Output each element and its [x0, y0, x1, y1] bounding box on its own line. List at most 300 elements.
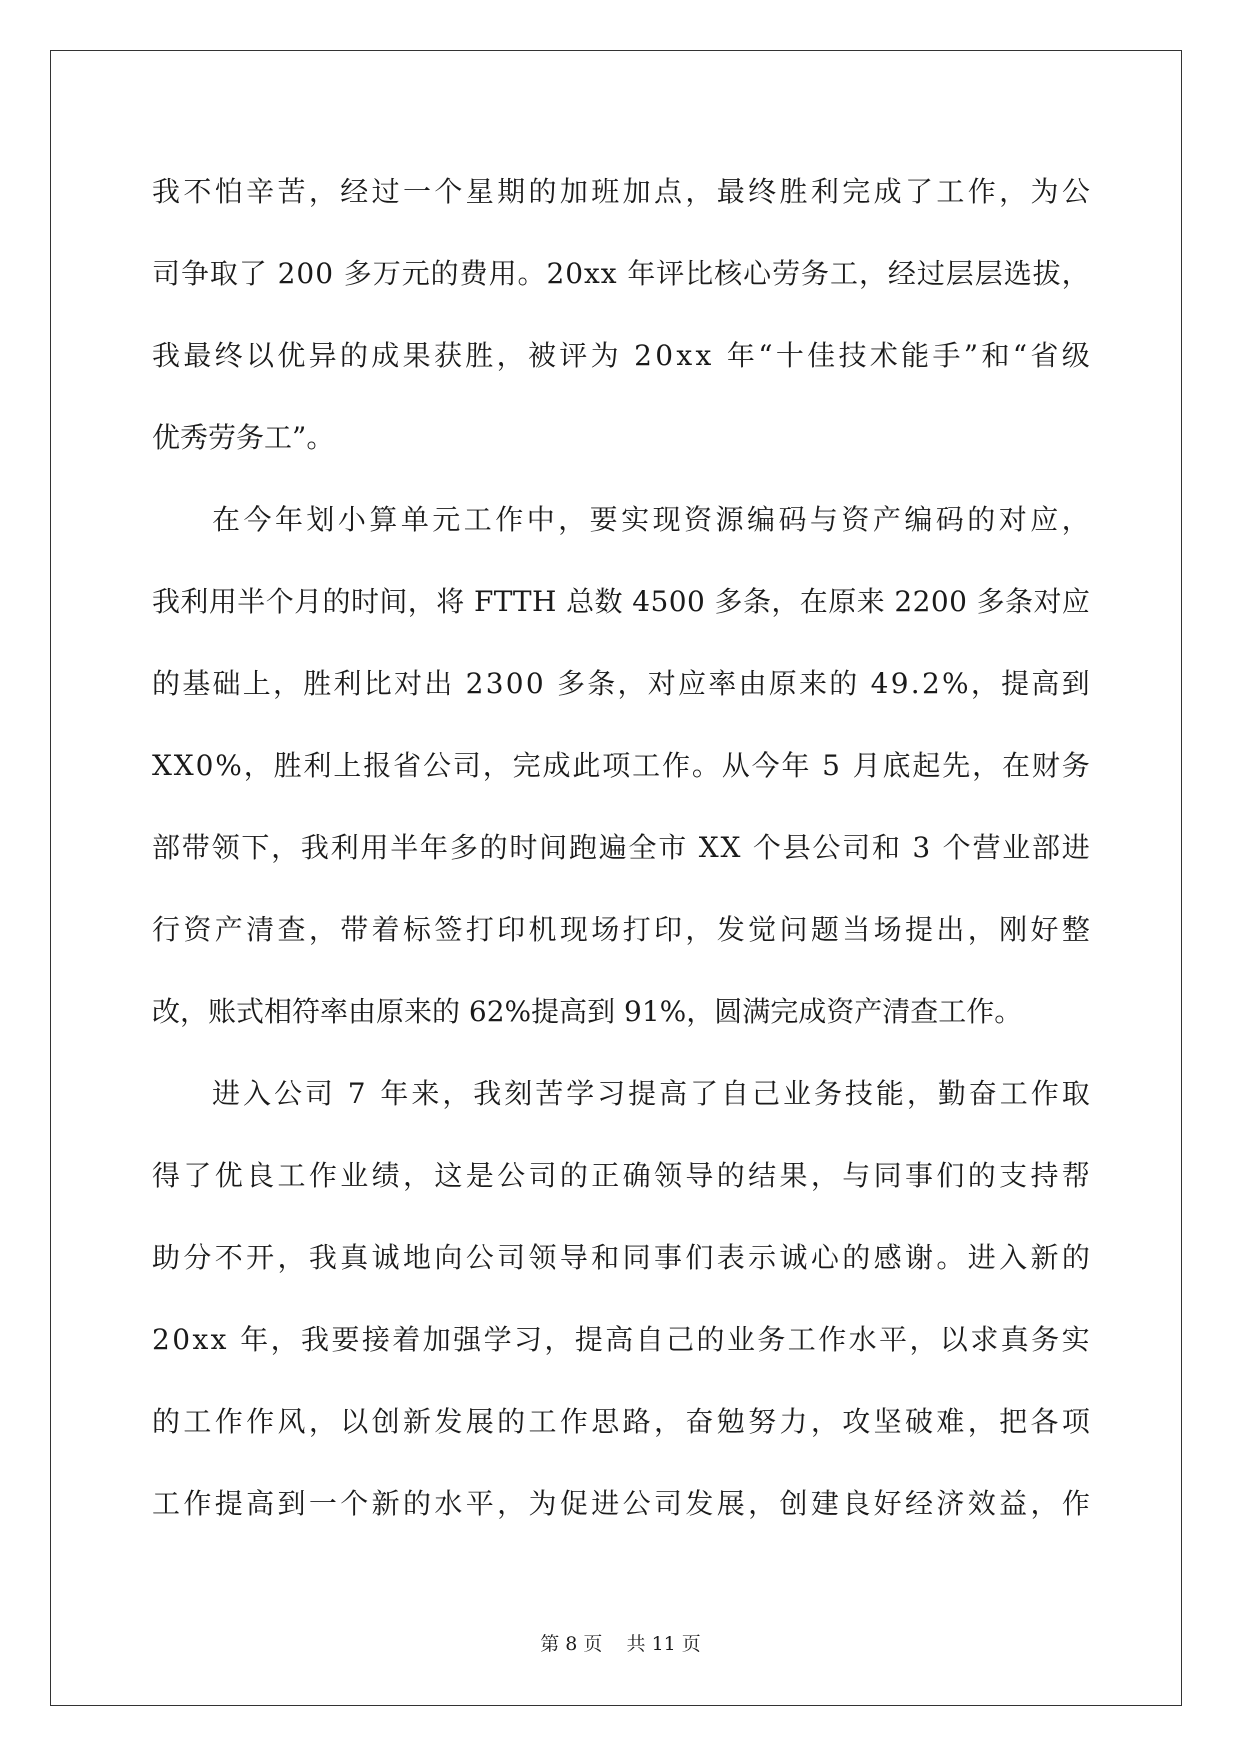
text-char — [557, 568, 566, 650]
text-char: 促 — [559, 1487, 588, 1520]
text-char: ， — [243, 749, 272, 782]
text-char: 被 — [527, 339, 556, 372]
text-char: ， — [442, 1077, 471, 1110]
text-char: 进 — [591, 1487, 620, 1520]
text-char: 力 — [779, 1405, 808, 1438]
text-char: 是 — [465, 1159, 494, 1192]
text-char: 现 — [652, 503, 681, 536]
text-char: ， — [308, 1405, 337, 1438]
text-line — [152, 486, 1090, 568]
text-char — [932, 814, 941, 896]
text-char — [902, 814, 911, 896]
text-char: 础 — [212, 667, 241, 700]
text-char: 高 — [246, 1487, 275, 1520]
text-char: 和 — [871, 831, 900, 864]
text-char: 层 — [945, 257, 974, 290]
text-char: % — [942, 667, 969, 700]
text-char: 发 — [434, 1405, 463, 1438]
text-char: 果 — [779, 1159, 808, 1192]
text-char: 到 — [277, 1487, 306, 1520]
text-char: 时 — [509, 831, 538, 864]
text-char: 作 — [246, 1405, 275, 1438]
text-char: 诚 — [371, 1241, 400, 1274]
text-char: 上 — [242, 667, 271, 700]
text-char: 个 — [340, 1487, 369, 1520]
text-char: 高 — [1031, 667, 1060, 700]
text-char: 班 — [591, 175, 620, 208]
text-char: 争 — [180, 257, 209, 290]
text-char: 应 — [1030, 503, 1059, 536]
text-char: X — [152, 749, 172, 782]
text-char: 在 — [1001, 749, 1030, 782]
text-char: 思 — [591, 1405, 620, 1438]
text-char — [860, 650, 869, 732]
text-char: 。 — [936, 1241, 965, 1274]
text-char: 发 — [685, 1487, 714, 1520]
text-char: ， — [771, 585, 800, 618]
document-body — [152, 158, 1090, 1552]
text-char: 对 — [998, 503, 1027, 536]
text-char: 提 — [574, 1323, 603, 1356]
text-char: 真 — [340, 1241, 369, 1274]
text-char: x — [695, 339, 712, 372]
text-char: 原 — [768, 667, 797, 700]
text-char: 导 — [685, 1159, 714, 1192]
text-char: 营 — [972, 831, 1001, 864]
text-char: ， — [810, 1159, 839, 1192]
text-char: 年 — [240, 1323, 269, 1356]
text-char: 对 — [1033, 585, 1062, 618]
text-line — [152, 1306, 1090, 1388]
text-char: 率 — [708, 667, 737, 700]
text-char: 作 — [308, 1159, 337, 1192]
text-char: 产 — [872, 503, 901, 536]
text-line: 改，账式相符率由原来的 62%提高到 91%，圆满完成资产清查工作。 — [152, 995, 1023, 1028]
text-char — [369, 1060, 378, 1142]
text-char: X — [173, 749, 194, 782]
text-line — [152, 1470, 1090, 1552]
text-char: 高 — [605, 1323, 634, 1356]
text-char: 奋 — [968, 1077, 997, 1110]
text-char: 比 — [363, 667, 392, 700]
text-char: ， — [685, 175, 714, 208]
text-char: 帮 — [1061, 1159, 1090, 1192]
text-char: 与 — [842, 1159, 871, 1192]
text-char: 0 — [930, 585, 949, 618]
text-char: 务 — [813, 1077, 842, 1110]
text-char: 多 — [343, 257, 372, 290]
text-char: 佳 — [807, 339, 836, 372]
text-char: 项 — [1061, 1405, 1090, 1438]
text-char: 求 — [970, 1323, 999, 1356]
text-char: 司 — [452, 749, 481, 782]
text-char: 标 — [403, 913, 432, 946]
text-char: 。 — [517, 257, 546, 290]
text-char: 在 — [799, 585, 828, 618]
text-line — [152, 1060, 1090, 1142]
text-char: 资 — [684, 503, 713, 536]
text-char: 从 — [721, 749, 750, 782]
text-char: 司 — [842, 831, 871, 864]
text-char: 多 — [557, 667, 586, 700]
text-char: 源 — [715, 503, 744, 536]
text-char: 来 — [799, 667, 828, 700]
text-char: 业 — [726, 1323, 755, 1356]
text-char — [455, 650, 464, 732]
text-char: 接 — [361, 1323, 390, 1356]
text-char: 县 — [782, 831, 811, 864]
text-char — [811, 732, 820, 814]
text-char: 小 — [337, 503, 366, 536]
text-char: 着 — [371, 913, 400, 946]
text-char: 总 — [566, 585, 595, 618]
text-char: 优 — [214, 1159, 243, 1192]
text-char: 题 — [810, 913, 839, 946]
text-char: 们 — [936, 1159, 965, 1192]
text-char: 条 — [587, 667, 616, 700]
text-char: 个 — [265, 585, 294, 618]
text-char — [688, 814, 697, 896]
text-char: 工 — [999, 1077, 1028, 1110]
text-char: 经 — [887, 257, 916, 290]
text-char: 报 — [363, 749, 392, 782]
text-char: 0 — [686, 585, 705, 618]
text-char: 利 — [180, 585, 209, 618]
text-char: 3 — [485, 667, 504, 700]
text-char: 为 — [590, 339, 619, 372]
text-char: 基 — [182, 667, 211, 700]
text-char: 的 — [559, 1159, 588, 1192]
text-char: 结 — [748, 1159, 777, 1192]
text-char: 司 — [152, 257, 181, 290]
text-char: 良 — [842, 1487, 871, 1520]
text-char: 司 — [497, 1241, 526, 1274]
text-char: 2 — [894, 585, 913, 618]
text-char: 的 — [528, 175, 557, 208]
text-char: 工 — [936, 175, 965, 208]
text-char: F — [473, 585, 494, 618]
text-char: 不 — [183, 175, 212, 208]
text-char: 印 — [654, 913, 683, 946]
text-char: 难 — [936, 1405, 965, 1438]
text-char: 司 — [528, 1159, 557, 1192]
text-char: ， — [497, 1487, 526, 1520]
text-char — [617, 240, 626, 322]
text-char: 进 — [212, 1077, 241, 1110]
text-char: 了 — [690, 1077, 719, 1110]
text-char: 的 — [842, 1241, 871, 1274]
text-char — [842, 732, 851, 814]
text-char: 异 — [308, 339, 337, 372]
text-char: 在 — [212, 503, 241, 536]
text-char: 签 — [434, 913, 463, 946]
text-char — [546, 650, 555, 732]
text-char: 怕 — [214, 175, 243, 208]
text-char: 刚 — [999, 913, 1028, 946]
text-char: 业 — [1002, 831, 1031, 864]
text-char: 风 — [277, 1405, 306, 1438]
text-char: 工 — [787, 1323, 816, 1356]
text-char: 问 — [779, 913, 808, 946]
text-char: 新 — [403, 1405, 432, 1438]
text-char: ， — [972, 749, 1001, 782]
text-char: 习 — [513, 1323, 542, 1356]
text-char: ， — [748, 1487, 777, 1520]
text-char: x — [676, 339, 693, 372]
text-char: 间 — [539, 831, 568, 864]
text-char: 了 — [183, 1159, 212, 1192]
text-char: 今 — [751, 749, 780, 782]
text-char: 展 — [465, 1405, 494, 1438]
text-char: 加 — [559, 175, 588, 208]
text-char: 导 — [559, 1241, 588, 1274]
text-char: 加 — [422, 1323, 451, 1356]
text-char: 我 — [152, 175, 181, 208]
text-char: 个 — [942, 831, 971, 864]
text-char: 提 — [214, 1487, 243, 1520]
text-char: 提 — [1001, 667, 1030, 700]
text-char: 新 — [371, 1487, 400, 1520]
text-char: 绩 — [371, 1159, 400, 1192]
text-char: 的 — [479, 831, 508, 864]
text-char: 示 — [748, 1241, 777, 1274]
text-char: 效 — [967, 1487, 996, 1520]
text-char: 勤 — [937, 1077, 966, 1110]
text-char: 益 — [999, 1487, 1028, 1520]
text-char: 2 — [277, 257, 296, 290]
text-char: x — [600, 257, 617, 290]
text-char: 各 — [1030, 1405, 1059, 1438]
text-char — [336, 1060, 345, 1142]
text-char: 苦 — [535, 1077, 564, 1110]
text-char: 底 — [882, 749, 911, 782]
text-char: 公 — [1061, 175, 1090, 208]
text-char: 项 — [602, 749, 631, 782]
text-char: 提 — [628, 1077, 657, 1110]
text-char: 能 — [901, 339, 930, 372]
text-char: 带 — [181, 831, 210, 864]
text-char: ， — [909, 1323, 938, 1356]
text-char: 以 — [939, 1323, 968, 1356]
text-char: 的 — [497, 1405, 526, 1438]
text-char: ， — [858, 257, 887, 290]
text-char: 4 — [632, 585, 651, 618]
text-line — [152, 1388, 1090, 1470]
text-char: 谢 — [905, 1241, 934, 1274]
text-char: 多 — [449, 831, 478, 864]
text-char: 4 — [870, 667, 889, 700]
text-char: 平 — [879, 1323, 908, 1356]
text-char: 要 — [331, 1323, 360, 1356]
text-char: T — [512, 585, 532, 618]
text-char: x — [584, 257, 600, 290]
text-char — [465, 568, 474, 650]
text-char: 一 — [308, 1487, 337, 1520]
text-char: 最 — [716, 175, 745, 208]
text-char: 0 — [949, 585, 967, 618]
text-char: 出 — [936, 913, 965, 946]
text-char: 最 — [183, 339, 212, 372]
text-char: 来 — [411, 1077, 440, 1110]
text-char: 务 — [1061, 749, 1090, 782]
text-char: 2 — [465, 667, 484, 700]
text-char: 工 — [632, 749, 661, 782]
text-line — [152, 568, 1090, 650]
text-char: 实 — [1061, 1323, 1090, 1356]
text-char: 场 — [873, 913, 902, 946]
text-char: 心 — [810, 1241, 839, 1274]
text-char: ， — [271, 831, 300, 864]
text-char: 5 — [650, 585, 669, 618]
text-char: 整 — [1061, 913, 1090, 946]
text-char: 个 — [752, 831, 781, 864]
text-char: ， — [999, 175, 1028, 208]
text-char: 带 — [340, 913, 369, 946]
text-char: 条 — [1005, 585, 1034, 618]
text-char: 机 — [528, 913, 557, 946]
text-char: 对 — [394, 667, 423, 700]
page-number: 第 8 页 共 11 页 — [540, 1633, 701, 1655]
text-char: 作 — [1030, 1077, 1059, 1110]
text-char: 劳 — [772, 257, 801, 290]
text-char: 的 — [716, 1159, 745, 1192]
text-char: 部 — [1032, 831, 1061, 864]
text-char: 这 — [434, 1159, 463, 1192]
text-char: 的 — [403, 1487, 432, 1520]
text-char: ， — [654, 1405, 683, 1438]
text-char: 领 — [654, 1159, 683, 1192]
text-char: ， — [496, 339, 525, 372]
text-char: 我 — [473, 1077, 502, 1110]
text-char: 作 — [967, 175, 996, 208]
text-char: 拔 — [1032, 257, 1061, 290]
text-char: 创 — [371, 1405, 400, 1438]
text-line — [152, 240, 1090, 322]
text-char: x — [210, 1323, 227, 1356]
text-char: 和 — [591, 1241, 620, 1274]
text-char: 高 — [659, 1077, 688, 1110]
text-char: 0 — [668, 585, 687, 618]
text-char: 了 — [238, 257, 267, 290]
text-char: 把 — [999, 1405, 1028, 1438]
text-char: 务 — [1031, 1323, 1060, 1356]
text-char: 今 — [243, 503, 272, 536]
text-char: 奋 — [685, 1405, 714, 1438]
text-char: 中 — [526, 503, 555, 536]
text-char: 省 — [1030, 339, 1059, 372]
text-char: 。 — [691, 749, 720, 782]
text-char: 单 — [400, 503, 429, 536]
text-char: 资 — [841, 503, 870, 536]
text-char: 费 — [459, 257, 488, 290]
text-char: 与 — [809, 503, 838, 536]
text-char: 先 — [942, 749, 971, 782]
text-char: 地 — [403, 1241, 432, 1274]
text-char: 我 — [152, 585, 181, 618]
text-char: 刻 — [504, 1077, 533, 1110]
text-char: 终 — [748, 175, 777, 208]
text-char: 勉 — [716, 1405, 745, 1438]
text-char: 不 — [214, 1241, 243, 1274]
text-char: 5 — [822, 749, 840, 782]
text-char: 跑 — [568, 831, 597, 864]
text-char: 月 — [294, 585, 323, 618]
text-char: 进 — [967, 1241, 996, 1274]
text-char: 胜 — [779, 175, 808, 208]
text-char: H — [531, 585, 557, 618]
text-char: ， — [967, 913, 996, 946]
text-char: 公 — [465, 1241, 494, 1274]
text-char: 公 — [423, 749, 452, 782]
text-char: 全 — [628, 831, 657, 864]
text-char: 的 — [1061, 1241, 1090, 1274]
text-char: 作 — [559, 1405, 588, 1438]
text-char: 着 — [392, 1323, 421, 1356]
text-line — [152, 158, 1090, 240]
text-char: 0 — [296, 257, 315, 290]
text-char: 完 — [842, 175, 871, 208]
text-char: 产 — [214, 913, 243, 946]
text-char: 提 — [905, 913, 934, 946]
text-char: 9 — [890, 667, 909, 700]
text-char: 终 — [214, 339, 243, 372]
text-char: 时 — [350, 585, 379, 618]
text-char: 事 — [905, 1159, 934, 1192]
text-char: ， — [1061, 257, 1090, 290]
text-char: 个 — [434, 175, 463, 208]
text-char: 自 — [721, 1077, 750, 1110]
text-char: 努 — [748, 1405, 777, 1438]
text-char: 半 — [390, 831, 419, 864]
text-char: ， — [685, 913, 714, 946]
text-char: ， — [277, 1241, 306, 1274]
text-char: 业 — [340, 1159, 369, 1192]
text-char: 应 — [678, 667, 707, 700]
text-char: 工 — [829, 257, 858, 290]
text-char: 上 — [333, 749, 362, 782]
text-char: T — [493, 585, 513, 618]
text-char: 工 — [463, 503, 492, 536]
text-char: 苦 — [277, 175, 306, 208]
text-char: 发 — [716, 913, 745, 946]
text-char: 开 — [246, 1241, 275, 1274]
text-char: 十 — [775, 339, 804, 372]
text-char: 的 — [696, 1323, 725, 1356]
text-char: 场 — [591, 913, 620, 946]
text-char: 的 — [967, 503, 996, 536]
text-char: 坚 — [873, 1405, 902, 1438]
text-char: ” — [963, 339, 979, 372]
text-char — [715, 322, 724, 404]
text-char: 们 — [685, 1241, 714, 1274]
text-char: 年 — [380, 1077, 409, 1110]
text-char: 工 — [152, 1487, 181, 1520]
text-char: ， — [273, 667, 302, 700]
text-char — [268, 240, 277, 322]
text-char: ， — [308, 913, 337, 946]
text-char: 表 — [716, 1241, 745, 1274]
text-char: 工 — [183, 1405, 212, 1438]
text-char: 年 — [726, 339, 755, 372]
text-char: 将 — [436, 585, 465, 618]
text-char: ， — [407, 585, 436, 618]
text-char: 好 — [873, 1487, 902, 1520]
text-char: 成 — [371, 339, 400, 372]
text-char — [622, 322, 631, 404]
text-char: 术 — [869, 339, 898, 372]
text-char: 持 — [1030, 1159, 1059, 1192]
text-char: 学 — [566, 1077, 595, 1110]
